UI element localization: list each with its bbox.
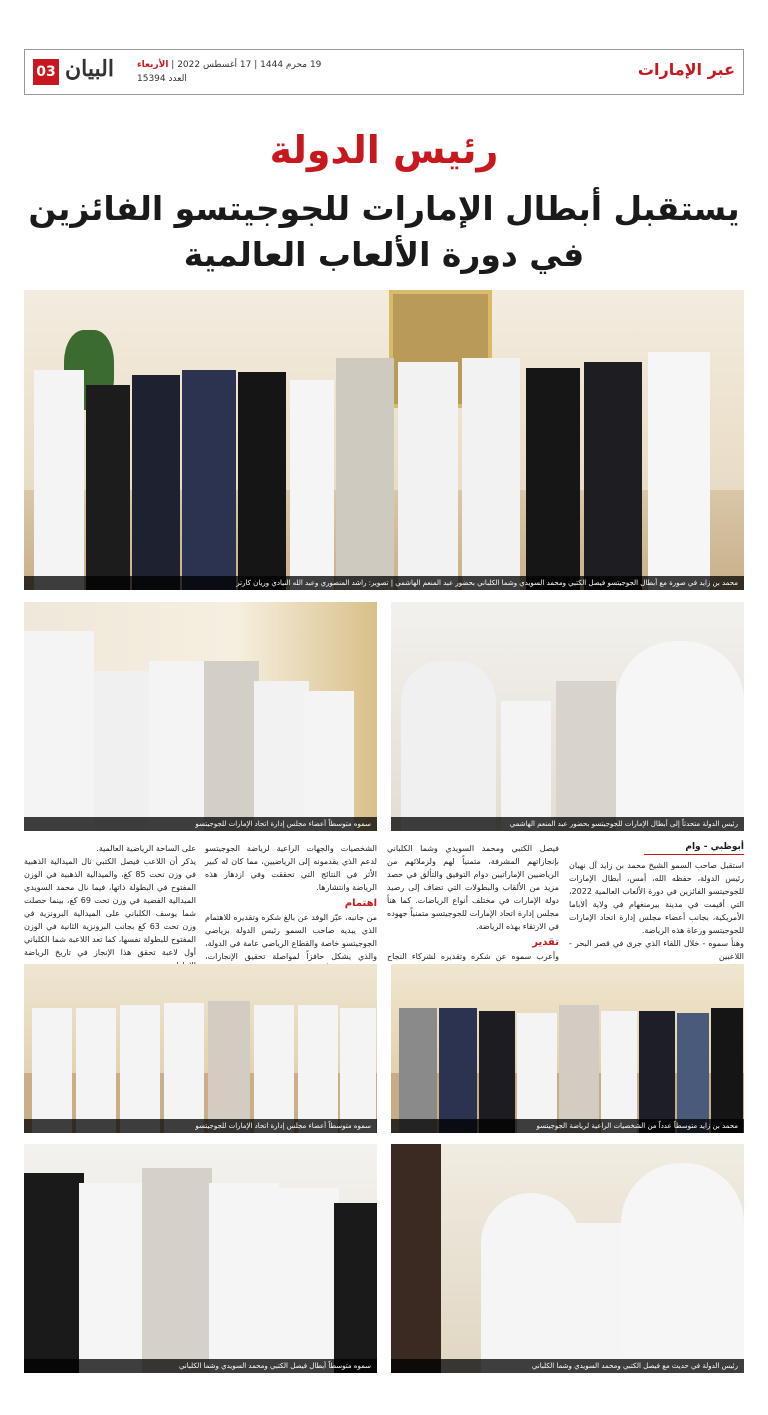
person [254, 1005, 294, 1133]
person [391, 1144, 441, 1373]
date-gregorian: 17 أغسطس 2022 [177, 60, 252, 70]
person [290, 380, 334, 590]
person [639, 1011, 675, 1133]
byline: أبوظبي - وام [644, 842, 744, 855]
person [76, 1008, 116, 1133]
person [120, 1005, 160, 1133]
person [164, 1003, 204, 1133]
person [208, 1001, 250, 1133]
newspaper-logo: البيان [65, 56, 114, 82]
person [711, 1008, 743, 1133]
person [559, 1005, 599, 1133]
person [132, 375, 180, 590]
article-col-2 [387, 842, 559, 976]
person [209, 1183, 279, 1373]
person [204, 661, 259, 831]
photo-caption: سموه متوسطاً أعضاء مجلس إدارة اتحاد الإمارات للجوجيتسو [24, 817, 377, 831]
person [399, 1008, 437, 1133]
person [298, 1005, 338, 1133]
headline-line-2: في دورة الألعاب العالمية [183, 235, 585, 274]
person [24, 631, 94, 831]
subheading: اهتمام [344, 898, 377, 909]
person [336, 358, 394, 590]
issue-number: العدد 15394 [137, 74, 187, 84]
person [556, 681, 616, 831]
paragraph: فيصل الكتبي ومحمد السويدي وشما الكلباني بإنجازاتهم المشرفة، متمنياً لهم ولزملائهم من الرياضيين الإماراتيين دوام التوفيق والتألق في حصد مزيد من الألقاب والبطولات التي تضاف إلى رصيد دولة الإمارات في مختلف أنواع الرياضات. كما هنأ مجلس إدارة اتحاد الإمارات للجوجيتسو متمنياً جهوده في الارتقاء بهذه الرياضة. [387, 844, 559, 931]
main-photo [24, 290, 744, 590]
person [517, 1013, 557, 1133]
photo-talking-athletes [391, 602, 744, 831]
person [24, 1173, 84, 1373]
page-header [24, 49, 744, 95]
person [274, 1188, 339, 1373]
person [334, 1203, 377, 1373]
person [462, 358, 520, 590]
person [621, 1163, 744, 1373]
photo-caption: رئيس الدولة متحدثاً إلى أبطال الإمارات للجوجيتسو بحضور عبد المنعم الهاشمي [391, 817, 744, 831]
photo-conversation [391, 1144, 744, 1373]
person [576, 1223, 626, 1373]
person [439, 1008, 477, 1133]
headline-line-1: يستقبل أبطال الإمارات للجوجيتسو الفائزين [28, 189, 740, 228]
person [481, 1193, 581, 1373]
person [401, 661, 496, 831]
person [149, 661, 204, 831]
article-col-3 [205, 842, 377, 976]
person [526, 368, 580, 590]
person [648, 352, 710, 590]
page-number: 03 [33, 59, 59, 85]
weekday: الأربعاء [137, 60, 169, 70]
headline-kicker: رئيس الدولة [269, 128, 499, 172]
section-title: عبر الإمارات [637, 60, 735, 79]
person [86, 385, 130, 590]
article-col-1 [569, 842, 744, 963]
headline-main [0, 186, 768, 278]
person [32, 1008, 72, 1133]
person [584, 362, 642, 590]
photo-caption: سموه متوسطاً أبطال فيصل الكتبي ومحمد السويدي وشما الكلباني [24, 1359, 377, 1373]
paragraph: استقبل صاحب السمو الشيخ محمد بن زايد آل نهيان رئيس الدولة، حفظه الله، أمس، أبطال الإمارات للجوجيتسو الفائزين في دورة الألعاب العالمية 2022، التي أقيمت في مدينة بيرمنغهام في ولاية ألاباما الأمريكية، بجانب أعضاء مجلس إدارة اتحاد الإمارات للجوجيتسو ورعاة هذه الرياضة. [569, 861, 744, 935]
dateline: 19 محرم 1444 | 17 أغسطس 2022 | الأربعاء [137, 60, 322, 70]
date-hijri: 19 محرم 1444 [260, 60, 322, 70]
person [34, 370, 84, 590]
person [182, 370, 236, 590]
person [254, 681, 309, 831]
person [479, 1011, 515, 1133]
photo-sponsors [391, 964, 744, 1133]
person [142, 1168, 212, 1373]
photo-caption: رئيس الدولة في حديث مع فيصل الكتبي ومحمد السويدي وشما الكلباني [391, 1359, 744, 1373]
person [601, 1011, 637, 1133]
person [238, 372, 286, 590]
article-col-4 [24, 842, 196, 972]
paragraph: وأعرب سموه عن شكره وتقديره لشركاء النجاح [387, 952, 559, 961]
photo-board-group [24, 964, 377, 1133]
person [79, 1183, 144, 1373]
paragraph: الشخصيات والجهات الراعية لرياضة الجوجيتسو لدعم الذي يقدمونه إلى الرياضيين، مما كان له كبير الأثر في النتائج التي تحققت وفي ازدهار هذه الرياضة وانتشارها. [205, 844, 377, 892]
person [340, 1008, 376, 1133]
person [304, 691, 354, 831]
paragraph: على الساحة الرياضية العالمية. [96, 844, 196, 853]
person [616, 641, 744, 831]
photo-board-members [24, 602, 377, 831]
main-photo-caption: محمد بن زايد في صورة مع أبطال الجوجيتسو فيصل الكتبي ومحمد السويدي وشما الكلباني بحضور عبد المنعم الهاشمي | تصوير: راشد المنصوري وعبد الله النيادي وريان كارتر [24, 576, 744, 590]
paragraph: وهنأ سموه - خلال اللقاء الذي جرى في قصر البحر - اللاعبين [569, 939, 744, 961]
photo-medalists [24, 1144, 377, 1373]
paragraph: يذكر أن اللاعب فيصل الكتبي نال الميدالية الذهبية في وزن تحت 85 كغ، والميدالية الذهبية في الوزن المفتوح في البطولة ذاتها، فيما نال محمد السويدي الميدالية الفضية في وزن تحت 69 كغ، بينما حصلت شما يوسف الكلباني على الميدالية البرونزية في وزن تحت 63 كغ بجانب البرونزية الثانية في الوزن المفتوح للبطولة نفسها، كما تعد اللاعبة شما الكلباني أول لاعبة تحقق هذا الإنجاز في تاريخ الرياضة [24, 857, 196, 957]
photo-caption: محمد بن زايد متوسطاً عدداً من الشخصيات الراعية لرياضة الجوجيتسو [391, 1119, 744, 1133]
person [398, 362, 458, 590]
subheading: تقدير [532, 937, 559, 948]
person [94, 671, 154, 831]
person [677, 1013, 709, 1133]
person [501, 701, 551, 831]
paragraph: من جانبه، عبّر الوفد عن بالغ شكره وتقديره للاهتمام الذي يبديه صاحب السمو رئيس الدولة برياضي الجوجيتسو خاصة والقطاع الرياضي عامة في الدولة، والذي يشكل حافزاً لمواصلة تحقيق الإنجازات، [205, 913, 377, 961]
photo-caption: سموه متوسطاً أعضاء مجلس إدارة اتحاد الإمارات للجوجيتسو [24, 1119, 377, 1133]
